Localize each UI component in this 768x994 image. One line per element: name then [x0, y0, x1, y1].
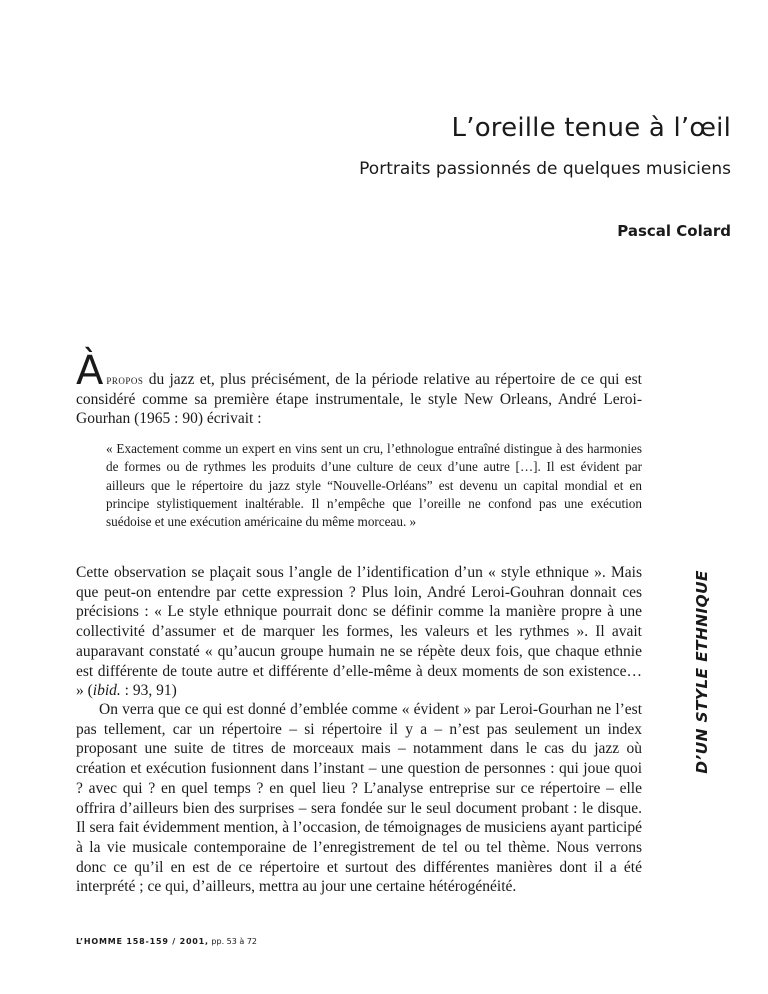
body-paragraph-2: [76, 563, 642, 701]
paragraph-2-text-after: : 93, 91): [120, 682, 177, 700]
article-title: L’oreille tenue à l’œil: [451, 113, 731, 143]
intro-paragraph: [76, 348, 642, 429]
paragraph-2-text-before: Cette observation se plaçait sous l’angle de l’identification d’un « style ethnique ». Mais que peut-on entendre par cette expression ? Plus loin, André Leroi-Gouhran donnait ces précisions : « Le style ethnique pourrait donc se définir comme la manière propre à une collectivité d’assumer et de marquer les formes, les valeurs et les rythmes ». Il avait auparavant constaté « qu’aucun groupe humain ne se répète deux fois, que chaque ethnie est différente de toute autre et différente d’elle-même à deux moments de son existence… » (: [76, 564, 642, 700]
page-range: pp. 53 à 72: [208, 937, 258, 946]
journal-reference: L’HOMME 158-159 / 2001,: [76, 937, 209, 946]
intro-smallcaps: propos: [106, 372, 144, 387]
drop-cap: À: [76, 348, 104, 394]
block-quote: « Exactement comme un expert en vins sent un cru, l’ethnologue entraîné distingue à des harmonies de formes ou de rythmes les produits d’une culture de ceux d’une autre […]. Il est évident par ailleurs que le répertoire du jazz style “Nouvelle-Orléans” est devenu un capital mondial et en principe stylistiquement inaltérable. Il n’empêche que l’oreille ne confond pas une exécution suédoise et une exécution américaine du même morceau. »: [106, 441, 642, 530]
body-paragraph-3: On verra que ce qui est donné d’emblée comme « évident » par Leroi-Gourhan ne l’est pas tellement, car un répertoire – si répertoire il y a – n’est pas seulement un index proposant une suite de titres de morceaux mais – notamment dans le cas du jazz où création et exécution fusionnent dans l’instant – une question de personnes : qui joue quoi ? avec qui ? en quel temps ? en quel lieu ? L’analyse entreprise sur ce répertoire – elle offrira d’ailleurs bien des surprises – sera fondée sur le seul document probant : le disque. Il sera fait évidemment mention, à l’occasion, de témoignages de musiciens ayant participé à la vie musicale contemporaine de l’enregistrement de tel ou tel thème. Nous verrons donc ce qu’il en est de ce répertoire et surtout des différentes manières dont il a été interprété ; ce qui, d’ailleurs, mettra au jour une certaine hétérogénéité.: [76, 701, 642, 896]
ibid-italic: ibid.: [92, 682, 121, 700]
author-name: Pascal Colard: [617, 222, 731, 240]
article-subtitle: Portraits passionnés de quelques musiciens: [359, 159, 731, 179]
intro-text: du jazz et, plus précisément, de la période relative au répertoire de ce qui est considéré comme sa première étape instrumentale, le style New Orleans, André Leroi-Gourhan (1965 : 90) écrivait :: [76, 371, 642, 428]
section-side-label: D’UN STYLE ETHNIQUE: [693, 570, 711, 774]
page-footer: [76, 937, 257, 946]
